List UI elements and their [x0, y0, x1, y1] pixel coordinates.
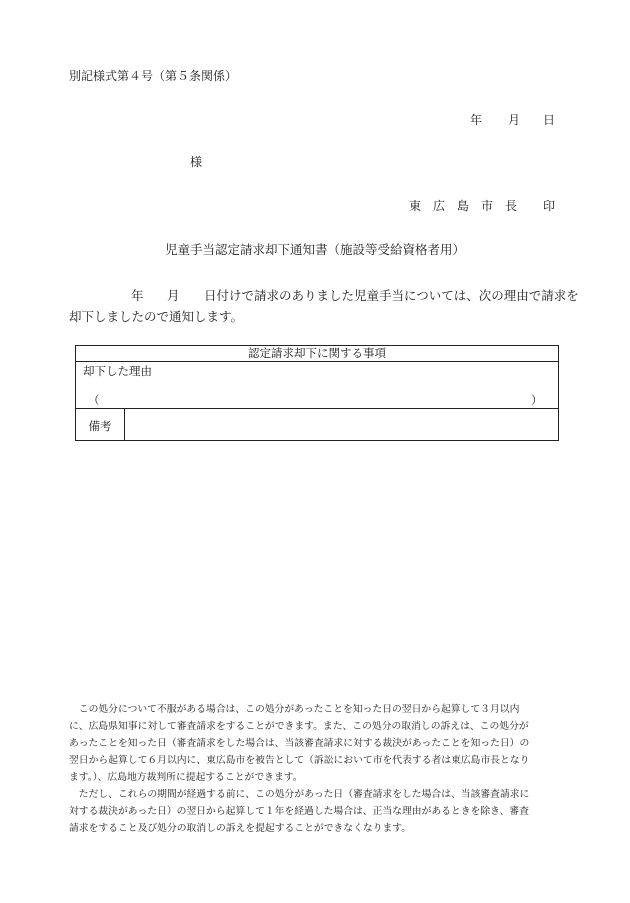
document-title: 児童手当認定請求却下通知書（施設等受給資格者用） [164, 242, 465, 257]
notice-line: 請求をすること及び処分の取消しの訴えを提起することができなくなります。 [69, 823, 412, 834]
notice-line: 対する裁決があった日）の翌日から起算して１年を経過した場合は、正当な理由があるときを除き、審査 [69, 806, 529, 817]
body-text-line-1: 日付けで請求のありました児童手当については、次の理由で請求を [204, 288, 579, 303]
body-year-label: 年 [131, 288, 144, 303]
remarks-label: 備考 [76, 409, 125, 440]
date-year-label: 年 [470, 113, 483, 127]
rejection-reason-label: 却下した理由 [83, 364, 152, 378]
rejection-details-table [75, 345, 559, 441]
date-day-label: 日 [543, 113, 556, 127]
notice-line: この処分について不服がある場合は、この処分があったことを知った日の翌日から起算して３月以内 [69, 704, 520, 715]
notice-line: あったことを知った日（審査請求をした場合は、当該審査請求に対する裁決があったことを知った日）の [69, 738, 530, 749]
body-text-line-2: 却下しましたので通知します。 [69, 309, 244, 324]
body-month-label: 月 [167, 288, 180, 303]
date-month-label: 月 [508, 113, 521, 127]
reason-paren-close: ） [531, 393, 543, 407]
remarks-row [76, 408, 558, 440]
seal-mark: 印 [543, 199, 556, 213]
issuer-title: 東 広 島 市 長 [409, 199, 518, 213]
notice-line: 翌日から起算して６月以内に、東広島市を被告として（訴訟において市を代表する者は東広島市長となり [69, 755, 530, 766]
form-number: 別記様式第４号（第５条関係） [69, 69, 238, 83]
notice-line: に、広島県知事に対して審査請求をすることができます。また、この処分の取消しの訴えは、この処分が [69, 721, 529, 732]
notice-line: ただし、これらの期間が経過する前に、この処分があった日（審査請求をした場合は、当該審査請求に [69, 789, 530, 800]
addressee-honorific: 様 [190, 155, 203, 169]
notice-line: ます。）、広島地方裁判所に提起することができます。 [69, 772, 303, 783]
table-header: 認定請求却下に関する事項 [76, 346, 558, 362]
reason-paren-open: （ [88, 393, 100, 407]
